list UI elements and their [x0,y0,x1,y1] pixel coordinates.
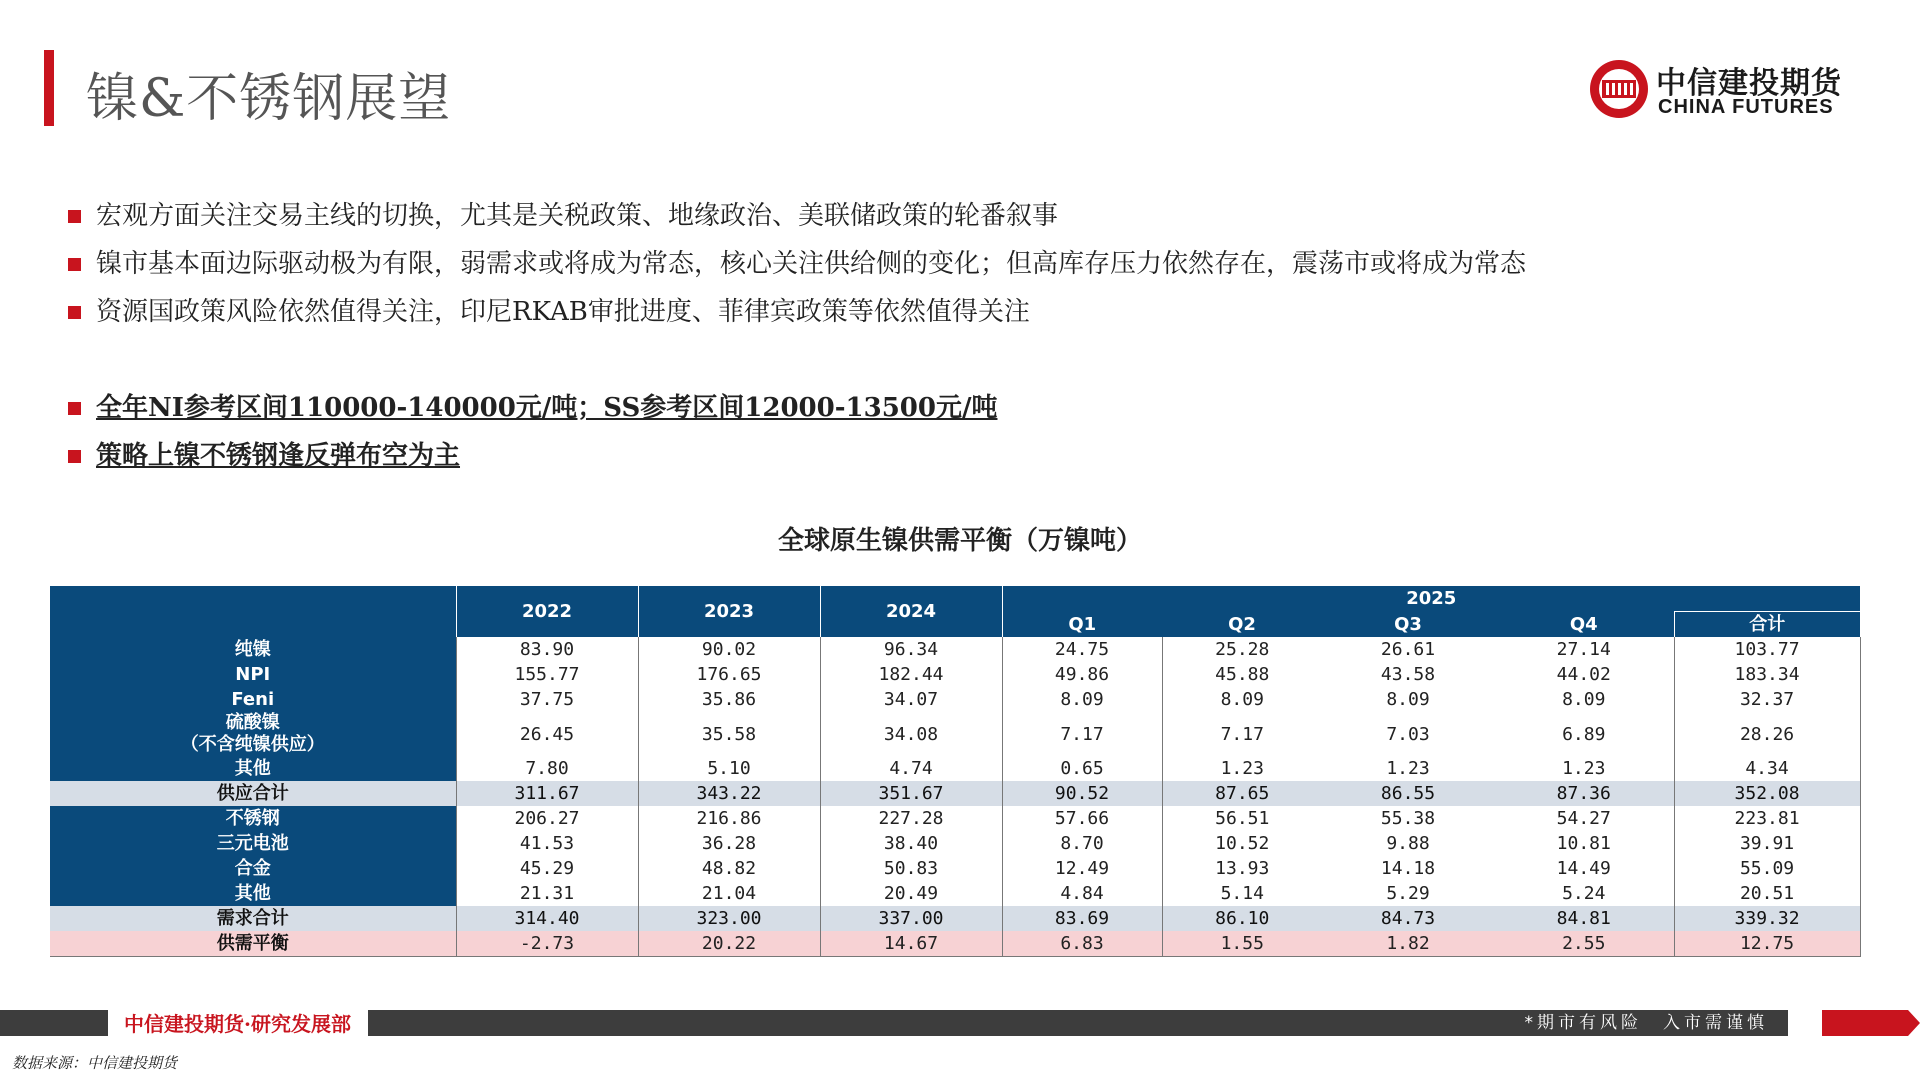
quarter-header-total: 合计 [1674,612,1860,638]
row-label: NPI [50,662,456,687]
table-cell: 20.22 [638,931,820,957]
table-cell: 45.88 [1215,664,1270,685]
table-cell: 39.91 [1674,831,1860,856]
logo-emblem-icon [1588,58,1650,120]
square-bullet-icon [68,450,81,463]
logo-name-en: CHINA FUTURES [1658,96,1834,118]
square-bullet-icon [68,258,81,271]
table-cell: 6.89 [1562,723,1606,745]
table-cell: 34.07 [820,687,1002,712]
table-cell: 0.65 [1002,756,1162,781]
table-cell: 32.37 [1674,687,1860,712]
table-cell: 1.82 [1322,931,1494,957]
table-row [50,881,1860,906]
table-cell: 2.55 [1494,931,1674,957]
table-cell: 14.18 [1380,858,1436,879]
table-cell: 45.29 [456,856,638,881]
table-cell: 50.83 [820,856,1002,881]
table-cell: -2.73 [456,931,638,957]
bullet-item [64,198,1864,246]
table-cell: 83.69 [1002,906,1162,931]
table-cell: 90.52 [1002,781,1162,806]
table-cell: 1.23 [1386,758,1430,779]
table-cell: 8.09 [1562,689,1606,710]
table-cell: 96.34 [820,637,1002,662]
row-label: 供应合计 [50,781,456,806]
outlook-bullets [64,198,1864,486]
key-point-text: 策略上镍不锈钢逢反弹布空为主 [96,441,461,471]
table-header-label-col [50,586,456,637]
table-cell: 12.49 [1002,856,1162,881]
table-cell: 7.03 [1386,723,1430,745]
row-label: 供需平衡 [50,931,456,957]
table-cell: 90.02 [638,637,820,662]
table-cell: 227.28 [820,806,1002,831]
table-cell: 339.32 [1674,906,1860,931]
table-row [50,687,1860,712]
table-cell: 352.08 [1674,781,1860,806]
bullet-text: 镍市基本面边际驱动极为有限，弱需求或将成为常态，核心关注供给侧的变化；但高库存压力依然存在，震荡市或将成为常态 [96,249,1527,279]
table-cell: 343.22 [638,781,820,806]
square-bullet-icon [68,402,81,415]
table-row [50,662,1860,687]
company-logo [1586,56,1866,126]
row-label: 其他 [50,881,456,906]
bullet-item [64,294,1864,342]
quarter-header: Q1 [1002,612,1162,638]
table-cell: 14.67 [820,931,1002,957]
year-header: 2023 [638,586,820,637]
table-cell: 34.08 [820,712,1002,756]
table-cell: 176.65 [638,662,820,687]
table-cell: 26.45 [456,712,638,756]
table-cell: 87.36 [1494,781,1674,806]
square-bullet-icon [68,210,81,223]
table-cell: 5.24 [1562,883,1606,904]
table-cell: 20.51 [1674,881,1860,906]
table-cell: 5.14 [1220,883,1264,904]
risk-warning: *期市有风险 入市需谨慎 [1524,1013,1768,1033]
table-row [50,756,1860,781]
table-cell: 25.28 [1215,639,1270,660]
table-cell: 7.17 [1002,712,1162,756]
table-cell: 8.09 [1220,689,1264,710]
row-label [50,712,456,756]
table-cell: 55.09 [1674,856,1860,881]
title-accent-bar [44,50,54,126]
table-cell: 337.00 [820,906,1002,931]
table-cell: 87.65 [1162,781,1322,806]
table-cell: 7.80 [456,756,638,781]
table-cell: 351.67 [820,781,1002,806]
table-row [50,637,1860,662]
page-title: 镍&不锈钢展望 [86,69,452,129]
table-cell: 24.75 [1002,637,1162,662]
table-cell: 35.86 [638,687,820,712]
logo-name-cn: 中信建投期货 [1656,66,1842,101]
key-point-item [64,438,1864,486]
table-cell: 54.27 [1556,808,1611,829]
table-cell: 36.28 [638,831,820,856]
table-cell: 1.23 [1562,758,1606,779]
table-cell: 35.58 [638,712,820,756]
square-bullet-icon [68,306,81,319]
table-cell: 1.55 [1162,931,1322,957]
table-cell: 44.02 [1556,664,1611,685]
table-cell: 12.75 [1674,931,1860,957]
row-label: Feni [50,687,456,712]
table-cell: 56.51 [1215,808,1270,829]
table-cell: 323.00 [638,906,820,931]
table-cell: 311.67 [456,781,638,806]
table-cell: 21.31 [456,881,638,906]
quarter-header: Q2 [1162,612,1322,638]
table-cell: 38.40 [820,831,1002,856]
table-cell: 314.40 [456,906,638,931]
table-cell: 49.86 [1002,662,1162,687]
table-row [50,931,1860,957]
row-label: 合金 [50,856,456,881]
table-cell: 8.09 [1002,687,1162,712]
data-source-note: 数据来源：中信建投期货 [12,1054,178,1072]
bullet-item [64,246,1864,294]
table-cell: 48.82 [638,856,820,881]
table-cell: 216.86 [638,806,820,831]
year-header: 2024 [820,586,1002,637]
table-cell: 8.70 [1002,831,1162,856]
table-cell: 28.26 [1674,712,1860,756]
table-cell: 7.17 [1220,723,1264,745]
table-cell: 14.49 [1556,858,1611,879]
table-row [50,906,1860,931]
table-cell: 8.09 [1386,689,1430,710]
table-cell: 27.14 [1556,639,1611,660]
table-row [50,856,1860,881]
table-title: 全球原生镍供需平衡（万镍吨） [777,526,1142,556]
row-label: 需求合计 [50,906,456,931]
table-cell: 103.77 [1674,637,1860,662]
table-cell: 55.38 [1380,808,1436,829]
table-cell: 13.93 [1215,858,1270,879]
footer-bar [368,1010,1788,1036]
table-cell: 223.81 [1674,806,1860,831]
table-cell: 57.66 [1002,806,1162,831]
bullet-text: 资源国政策风险依然值得关注，印尼RKAB审批进度、菲律宾政策等依然值得关注 [96,297,1030,327]
row-label: 三元电池 [50,831,456,856]
table-row [50,712,1860,756]
table-cell: 9.88 [1386,833,1430,854]
table-cell: 4.84 [1002,881,1162,906]
table-cell: 10.52 [1215,833,1270,854]
footer-org-name: 中信建投期货·研究发展部 [124,1012,351,1036]
table-cell: 37.75 [456,687,638,712]
table-cell: 43.58 [1380,664,1436,685]
row-label: 不锈钢 [50,806,456,831]
table-cell: 84.73 [1322,906,1494,931]
quarter-header: Q3 [1322,612,1494,638]
row-label-note: （不含纯镍供应） [180,734,325,755]
row-label: 其他 [50,756,456,781]
table-cell: 4.74 [820,756,1002,781]
table-cell: 5.29 [1386,883,1430,904]
year-header-2025: 2025 [1002,586,1860,612]
table-cell: 83.90 [456,637,638,662]
table-cell: 20.49 [820,881,1002,906]
nickel-balance-table [50,586,1861,957]
table-cell: 1.23 [1220,758,1264,779]
table-cell: 5.10 [638,756,820,781]
table-cell: 26.61 [1380,639,1436,660]
key-point-item [64,390,1864,438]
table-cell: 182.44 [820,662,1002,687]
table-cell: 86.55 [1322,781,1494,806]
table-cell: 6.83 [1002,931,1162,957]
row-label-line: 硫酸镍 [225,712,280,733]
table-cell: 4.34 [1674,756,1860,781]
table-row [50,781,1860,806]
footer-left-bar [0,1010,108,1036]
quarter-header: Q4 [1494,612,1674,638]
table-cell: 155.77 [456,662,638,687]
table-cell: 10.81 [1556,833,1611,854]
footer-arrow-icon [1822,1010,1920,1036]
table-row [50,831,1860,856]
table-cell: 41.53 [456,831,638,856]
key-point-text: 全年NI参考区间110000-140000元/吨；SS参考区间12000-13500元/吨 [96,393,998,423]
table-cell: 183.34 [1674,662,1860,687]
bullet-text: 宏观方面关注交易主线的切换，尤其是关税政策、地缘政治、美联储政策的轮番叙事 [96,201,1059,231]
table-row [50,806,1860,831]
table-cell: 86.10 [1162,906,1322,931]
table-cell: 206.27 [456,806,638,831]
row-label: 纯镍 [50,637,456,662]
year-header: 2022 [456,586,638,637]
table-cell: 84.81 [1494,906,1674,931]
table-cell: 21.04 [638,881,820,906]
